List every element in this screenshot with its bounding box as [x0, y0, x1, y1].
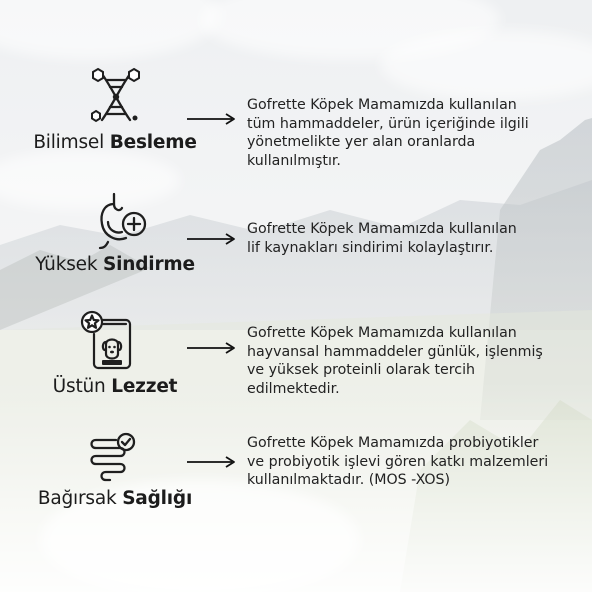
title-regular: Bilimsel [33, 132, 105, 153]
description-line: Gofrette Köpek Mamamızda kullanılan [247, 97, 517, 113]
description-line: edilmektedir. [247, 380, 340, 397]
description-line: Gofrette Köpek Mamamızda probiyotikler [247, 435, 539, 451]
feature-title [0, 376, 230, 397]
title-regular: Bağırsak [37, 488, 117, 509]
description-line: kullanılmaktadır. (MOS -XOS) [247, 472, 451, 489]
arrow-right-icon [186, 341, 238, 355]
description-line: Gofrette Köpek Mamamızda kullanılan [247, 221, 517, 237]
description-line: yönetmelikte yer alan oranlarda [247, 134, 476, 151]
description-line: tüm hammaddeler, ürün içeriğinde ilgili [247, 115, 529, 132]
stomach-plus-icon [96, 192, 150, 250]
feature-description [247, 96, 582, 170]
description-line: ve yüksek proteinli olarak tercih [247, 362, 476, 379]
description-line: Gofrette Köpek Mamamızda kullanılan [247, 325, 517, 341]
title-bold: Lezzet [111, 376, 178, 397]
arrow-right-icon [186, 455, 238, 469]
title-bold: Sindirme [103, 254, 195, 275]
description-line: ve probiyotik işlevi gören katkı malzemleri [247, 453, 549, 470]
feature-title [0, 254, 230, 275]
feature-description [247, 434, 582, 490]
feature-description [247, 220, 582, 257]
title-bold: Besleme [109, 132, 197, 153]
description-line: lif kaynakları sindirimi kolaylaştırır. [247, 239, 494, 256]
feature-description [247, 324, 582, 398]
description-line: kullanılmıştır. [247, 152, 341, 169]
title-bold: Sağlığı [122, 488, 193, 509]
intestine-check-icon [86, 432, 140, 482]
dog-food-bag-star-icon [80, 310, 136, 370]
title-regular: Üstün [52, 376, 106, 397]
title-regular: Yüksek [35, 254, 98, 275]
arrow-right-icon [186, 232, 238, 246]
dna-molecule-icon [90, 66, 142, 126]
description-line: hayvansal hammaddeler günlük, işlenmiş [247, 343, 543, 360]
feature-title [0, 488, 230, 509]
arrow-right-icon [186, 112, 238, 126]
feature-title [0, 132, 230, 153]
